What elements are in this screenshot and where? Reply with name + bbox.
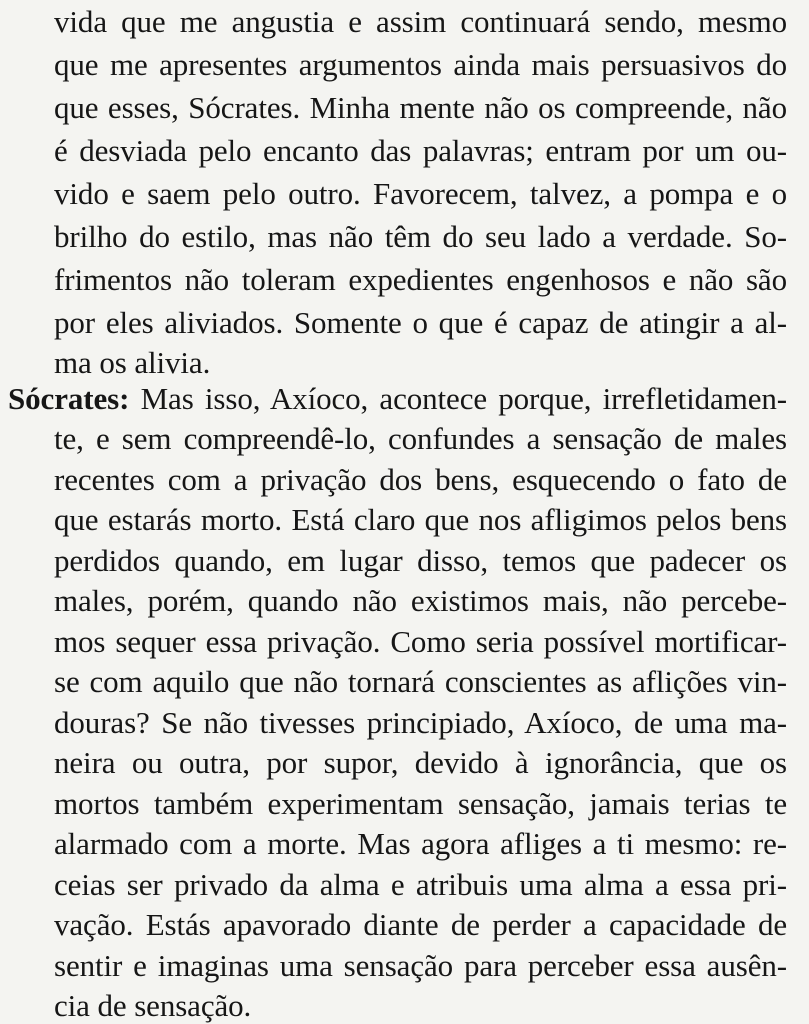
text-line: vação. Estás apavorado diante de perder a capacidade de bbox=[54, 907, 787, 942]
text-line: douras? Se não tivesses principiado, Axíoco, de uma ma- bbox=[54, 705, 787, 740]
text-line: vida que me angustia e assim continuará sendo, mesmo bbox=[54, 4, 787, 39]
text-line: te, e sem compreendê-lo, confundes a sensação de males bbox=[54, 421, 787, 456]
text-line: recentes com a privação dos bens, esquecendo o fato de bbox=[54, 462, 787, 497]
text-line: por eles aliviados. Somente o que é capaz de atingir a al- bbox=[54, 305, 787, 340]
text-line: sentir e imaginas uma sensação para perceber essa ausên- bbox=[54, 948, 787, 983]
text-line: neira ou outra, por supor, devido à ignorância, que os bbox=[54, 745, 787, 780]
speaker-label: Sócrates: bbox=[8, 381, 130, 416]
text-line: mos sequer essa privação. Como seria possível mortificar- bbox=[54, 624, 787, 659]
text-line: ma os alivia. bbox=[54, 345, 211, 380]
text-line: que esses, Sócrates. Minha mente não os compreende, não bbox=[54, 90, 787, 125]
text-line: alarmado com a morte. Mas agora afliges a ti mesmo: re- bbox=[54, 826, 787, 861]
text-line: é desviada pelo encanto das palavras; entram por um ou- bbox=[54, 133, 787, 168]
text-line: se com aquilo que não tornará conscientes as aflições vin- bbox=[54, 664, 787, 699]
text-line: mortos também experimentam sensação, jamais terias te bbox=[54, 786, 787, 821]
text-line: males, porém, quando não existimos mais, não percebe- bbox=[54, 583, 787, 618]
first-line-text: Mas isso, Axíoco, acontece porque, irrefletidamen- bbox=[140, 381, 787, 416]
text-line: vido e saem pelo outro. Favorecem, talvez, a pompa e o bbox=[54, 176, 787, 211]
text-line: frimentos não toleram expedientes engenhosos e não são bbox=[54, 262, 787, 297]
text-line: ceias ser privado da alma e atribuis uma alma a essa pri- bbox=[54, 867, 787, 902]
text-line: que me apresentes argumentos ainda mais persuasivos do bbox=[54, 47, 787, 82]
text-line-first bbox=[8, 381, 787, 417]
text-line: perdidos quando, em lugar disso, temos que padecer os bbox=[54, 543, 787, 578]
text-line: brilho do estilo, mas não têm do seu lado a verdade. So- bbox=[54, 219, 787, 254]
text-line: cia de sensação. bbox=[54, 988, 252, 1023]
text-line: que estarás morto. Está claro que nos afligimos pelos bens bbox=[54, 502, 787, 537]
